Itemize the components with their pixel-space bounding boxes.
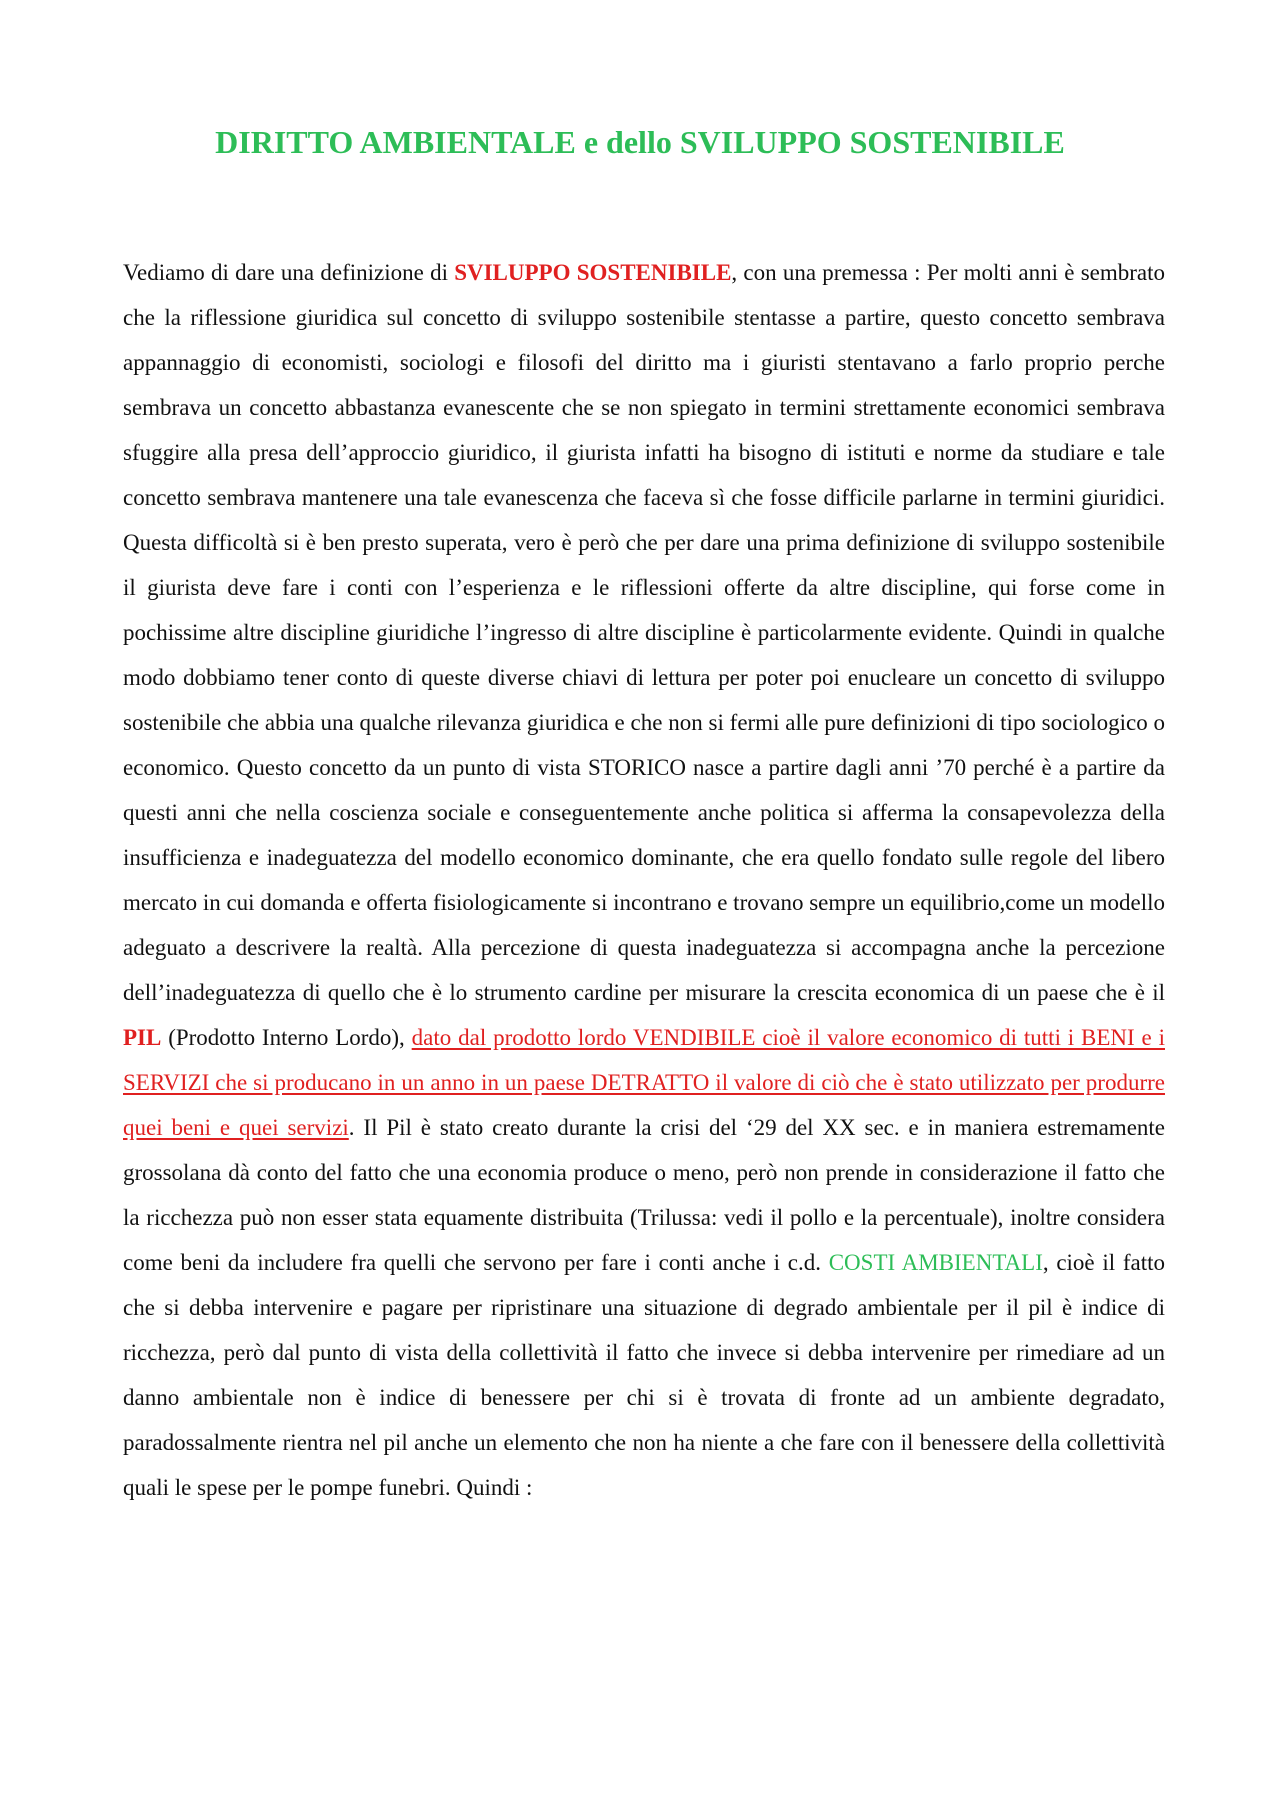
text-segment-2: , con una premessa : Per molti anni è sembrato che la riflessione giuridica sul concetto di sviluppo sostenibile stentasse a partire, questo concetto sembrava appannaggio di economisti, sociologi e filosofi del diritto ma i giuristi stentavano a farlo proprio perche sembrava un concetto abbastanza evanescente che se non spiegato in termini strettamente economici sembrava sfuggire alla presa dell’approccio giuridico, il giurista infatti ha bisogno di istituti e norme da studiare e tale concetto sembrava mantenere una tale evanescenza che faceva sì che fosse difficile parlarne in termini giuridici. Questa difficoltà si è ben presto superata, vero è però che per dare una prima definizione di sviluppo sostenibile il giurista deve fare i conti con l’esperienza e le riflessioni offerte da altre discipline, qui forse come in pochissime altre discipline giuridiche l’ingresso di altre discipline è particolarmente evidente. Quindi in qualche modo dobbiamo tener conto di queste diverse chiavi di lettura per poter poi enucleare un concetto di sviluppo sostenibile che abbia una qualche rilevanza giuridica e che non si fermi alle pure definizioni di tipo sociologico o economico. Questo concetto da un punto di vista STORICO nasce a partire dagli anni ’70 perché è a partire da questi anni che nella coscienza sociale e conseguentemente anche politica si afferma la consapevolezza della insufficienza e inadeguatezza del modello economico dominante, che era quello fondato sulle regole del libero mercato in cui domanda e offerta fisiologicamente si incontrano e trovano sempre un equilibrio,come un modello adeguato a descrivere la realtà. Alla percezione di questa inadeguatezza si accompagna anche la percezione dell’inadeguatezza di quello che è lo strumento cardine per misurare la crescita economica di un paese che è il bbox=[123, 260, 1166, 1005]
page-title: DIRITTO AMBIENTALE e dello SVILUPPO SOSTENIBILE bbox=[215, 124, 1065, 160]
text-segment-5: , cioè il fatto che si debba intervenire e pagare per ripristinare una situazione di degrado ambientale per il pil è indice di ricchezza, però dal punto di vista della collettività il fatto che invece si debba intervenire per rimediare ad un danno ambientale non è indice di benessere per chi si è trovata di fronte ad un ambiente degradato, paradossalmente rientra nel pil anche un elemento che non ha niente a che fare con il benessere della collettività quali le spese per le pompe funebri. Quindi : bbox=[123, 1250, 1165, 1500]
highlight-sviluppo-sostenibile: SVILUPPO SOSTENIBILE bbox=[454, 260, 732, 285]
text-segment-3: (Prodotto Interno Lordo), bbox=[161, 1025, 412, 1050]
text-segment-1: Vediamo di dare una definizione di bbox=[123, 260, 455, 285]
pil-definition-underlined: dato dal prodotto lordo VENDIBILE cioè il valore economico di tutti i BENI e i SERVIZI che si producano in un anno in un paese DETRATTO il valore di ciò che è stato utilizzato per produrre quei beni e quei servizi bbox=[123, 1025, 1165, 1140]
highlight-pil: PIL bbox=[123, 1025, 162, 1050]
highlight-costi-ambientali: COSTI AMBIENTALI bbox=[828, 1250, 1043, 1275]
body-paragraph bbox=[123, 250, 1165, 1510]
text-segment-4: . Il Pil è stato creato durante la crisi del ‘29 del XX sec. e in maniera estremamente grossolana dà conto del fatto che una economia produce o meno, però non prende in considerazione il fatto che la ricchezza può non esser stata equamente distribuita (Trilussa: vedi il pollo e la percentuale), inoltre considera come beni da includere fra quelli che servono per fare i conti anche i c.d. bbox=[123, 1115, 1165, 1275]
